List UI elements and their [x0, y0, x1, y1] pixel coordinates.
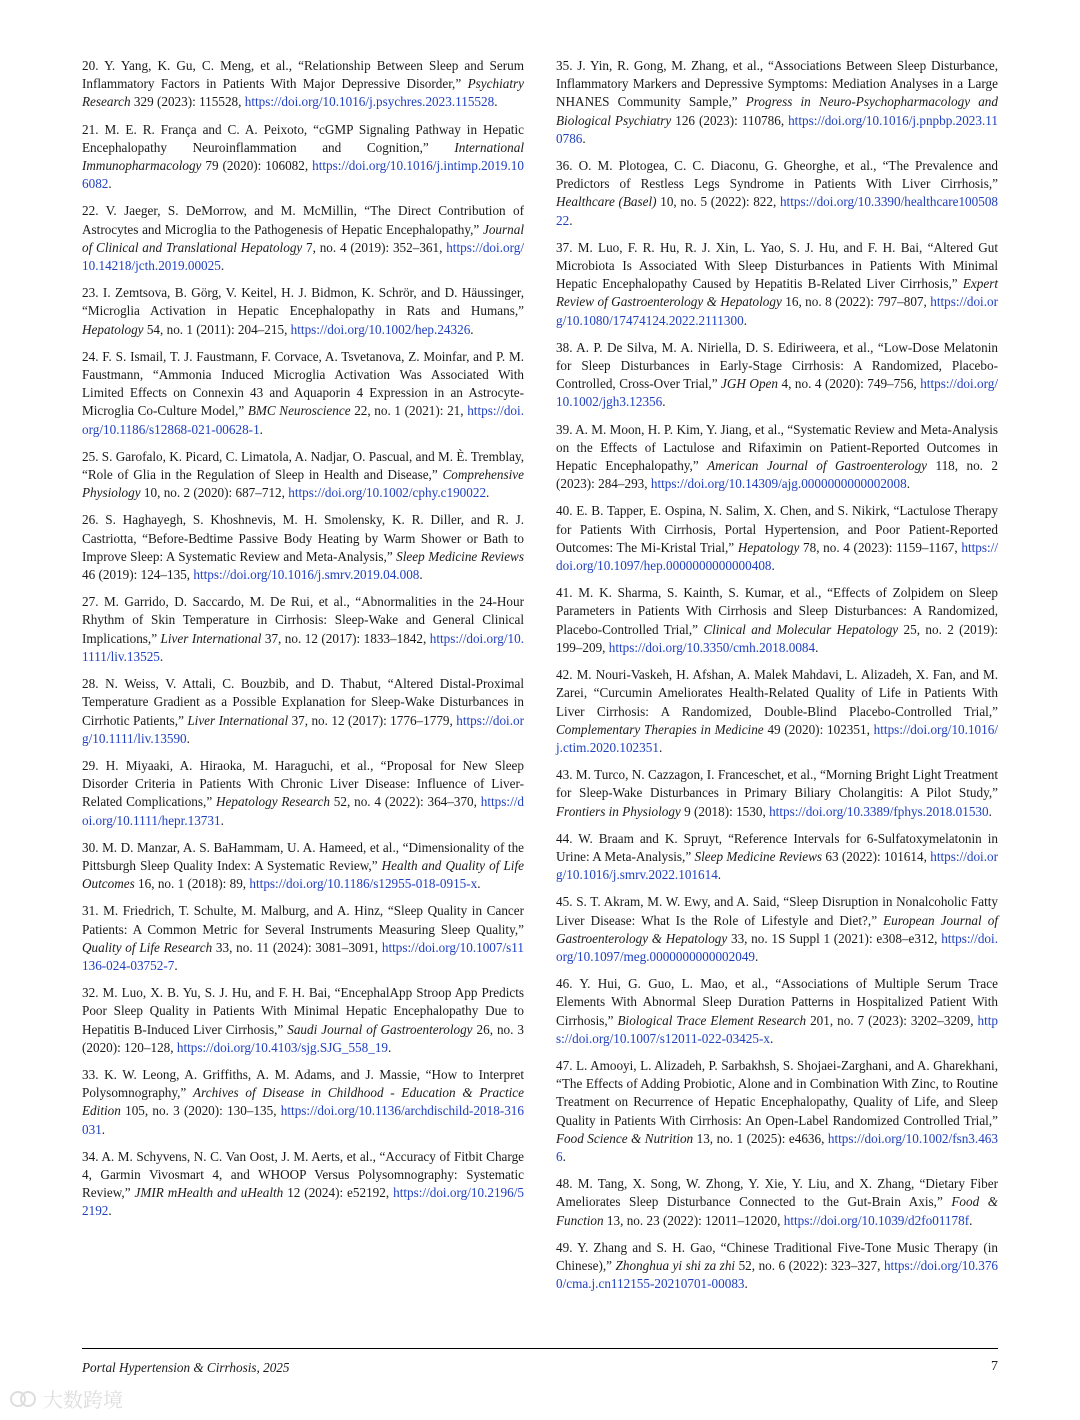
reference-doi-link[interactable]: https://doi.org/10.1002/cphy.c190022	[288, 485, 487, 501]
reference-authors: Y. Hui, G. Guo, L. Mao, et al.,	[579, 976, 776, 992]
reference-authors: A. M. Schyvens, N. C. Van Oost, J. M. Aerts, et al.,	[101, 1148, 380, 1164]
reference-column-right	[556, 57, 998, 1302]
reference-title: “Reference Intervals for 6-Sulfatoxymelatonin in Urine: A Meta-Analysis,”	[556, 830, 998, 864]
reference-end: .	[743, 312, 747, 328]
reference-entry	[82, 202, 524, 275]
reference-doi-link[interactable]: https://doi.org/10.1111/liv.13525	[82, 630, 525, 664]
reference-number: 45.	[556, 894, 573, 910]
reference-journal: European Journal of Gastroenterology & Hepatology	[556, 912, 998, 946]
reference-number: 41.	[556, 585, 573, 601]
reference-journal: Zhonghua yi shi za zhi	[615, 1257, 736, 1273]
reference-end: .	[186, 730, 190, 746]
reference-journal: Clinical and Molecular Hepatology	[703, 621, 899, 637]
reference-journal: Comprehensive Physiology	[82, 467, 524, 501]
reference-details: 13, no. 23 (2022): 12011–12020,	[603, 1212, 784, 1228]
reference-title: “Associations Between Sleep Disturbance, Inflammatory Markers and Depressive Symptoms: Mediation Analyses in a Large NHANES Community Sample,”	[556, 58, 998, 110]
reference-title: “EncephalApp Stroop App Predicts Poor Sleep Quality in Patients With Minimal Hepatic Encephalopathy Due to Hepatitis B-Induced Liver Cirrhosis,”	[82, 985, 525, 1037]
reference-details: 13, no. 1 (2025): e4636,	[693, 1130, 828, 1146]
reference-number: 43.	[556, 767, 573, 783]
reference-details: 16, no. 1 (2018): 89,	[134, 876, 250, 892]
reference-end: .	[159, 648, 164, 664]
reference-entry	[556, 502, 998, 575]
reference-end: .	[470, 321, 474, 337]
reference-details: 201, no. 7 (2023): 3202–3209,	[806, 1012, 978, 1028]
reference-title: “Lactulose Therapy for Patients With Cirrhosis, Portal Hypertension, and Poor Patient-Reported Outcomes: The Mi-Kristal Trial,”	[556, 503, 998, 555]
reference-doi-link[interactable]: https://doi.org/10.1016/j.smrv.2022.101614	[556, 848, 998, 883]
reference-number: 23.	[82, 285, 99, 301]
reference-journal: Progress in Neuro-Psychopharmacology and Biological Psychiatry	[556, 94, 998, 128]
page-number: 7	[991, 1359, 998, 1374]
reference-number: 31.	[82, 903, 99, 919]
reference-number: 26.	[82, 512, 99, 528]
reference-title: “Microglia Activation in Hepatic Encephalopathy in Rats and Humans,”	[82, 303, 524, 319]
reference-details: 33, no. 11 (2024): 3081–3091,	[212, 939, 382, 955]
reference-entry	[556, 239, 998, 330]
reference-number: 48.	[556, 1176, 573, 1192]
reference-entry	[556, 893, 998, 966]
reference-authors: L. Amooyi, L. Alizadeh, P. Sarbakhsh, S. Shojaei-Zarghani, and A. Gharekhani,	[575, 1057, 998, 1073]
reference-details: 54, no. 1 (2011): 204–215,	[143, 321, 291, 337]
reference-doi-link[interactable]: https://doi.org/10.1016/j.ctim.2020.102351	[556, 721, 998, 755]
reference-number: 39.	[556, 421, 573, 437]
reference-entry	[556, 584, 998, 657]
reference-doi-link[interactable]: https://doi.org/10.3390/healthcare10050822	[556, 194, 999, 228]
reference-title: “Morning Bright Light Treatment for Sleep-Wake Disturbances in Primary Biliary Cholangitis: A Pilot Study,”	[556, 767, 998, 801]
reference-details: 46 (2019): 124–135,	[82, 567, 194, 583]
reference-title: “Dietary Fiber Ameliorates Sleep Disturbance Connected to the Gut-Brain Axis,”	[556, 1176, 998, 1210]
reference-entry	[556, 766, 998, 821]
reference-end: .	[658, 739, 663, 755]
reference-title: “Sleep Disruption in Nonalcoholic Fatty Liver Disease: What Is the Role of Lifestyle and Diet?,”	[556, 894, 999, 928]
reference-entry	[556, 1175, 998, 1230]
reference-doi-link[interactable]: https://doi.org/10.1016/j.smrv.2019.04.008	[193, 567, 420, 583]
watermark-logo-icon	[8, 1389, 38, 1409]
reference-doi-link[interactable]: https://doi.org/10.1080/17474124.2022.2111300	[556, 294, 999, 328]
reference-entry	[82, 675, 524, 748]
reference-authors: S. T. Akram, M. W. Ewy, and A. Said,	[576, 894, 784, 910]
reference-entry	[556, 830, 998, 885]
reference-details: 105, no. 3 (2020): 130–135,	[120, 1103, 281, 1119]
reference-journal: Hepatology	[737, 539, 800, 555]
reference-title: “How to Interpret Polysomnography,”	[82, 1066, 524, 1101]
reference-entry	[556, 1239, 998, 1294]
reference-number: 30.	[82, 839, 99, 855]
reference-doi-link[interactable]: https://doi.org/10.1007/s12011-022-03425-x	[556, 1012, 998, 1046]
reference-number: 25.	[82, 448, 99, 464]
reference-authors: S. Garofalo, K. Picard, C. Limatola, A. Nadjar, O. Pascual, and M. È. Tremblay,	[101, 448, 524, 464]
reference-journal: American Journal of Gastroenterology	[707, 458, 928, 474]
reference-entry	[556, 975, 998, 1048]
reference-number: 37.	[556, 239, 573, 255]
reference-title: “Low-Dose Melatonin for Sleep Disturbances in Early-Stage Cirrhosis: A Randomized, Placebo-Controlled, Cross-Over Trial,”	[556, 339, 998, 392]
reference-doi-link[interactable]: https://doi.org/10.1136/archdischild-2018-316031	[82, 1103, 524, 1137]
reference-title: “Dimensionality of the Pittsburgh Sleep Quality Index: A Systematic Review,”	[82, 839, 525, 873]
reference-end: .	[815, 639, 819, 655]
reference-title: “Chinese Traditional Five-Tone Music Therapy (in Chinese),”	[556, 1239, 998, 1273]
watermark-text: 大数跨境	[43, 1388, 123, 1412]
reference-details: 12 (2024): e52192,	[283, 1185, 394, 1201]
reference-number: 44.	[556, 830, 573, 846]
reference-authors: I. Zemtsova, B. Görg, V. Keitel, H. J. Bidmon, K. Schrör, and D. Häussinger,	[102, 285, 524, 301]
reference-end: .	[220, 258, 225, 274]
reference-details: 7, no. 4 (2019): 352–361,	[302, 239, 447, 255]
reference-journal: BMC Neuroscience	[247, 403, 351, 419]
reference-doi-link[interactable]: https://doi.org/10.1186/s12868-021-00628-1	[82, 403, 524, 437]
reference-doi-link[interactable]: https://doi.org/10.1002/jgh3.12356	[556, 376, 998, 410]
reference-end: .	[220, 812, 224, 828]
reference-authors: M. Luo, X. B. Yu, S. J. Hu, and F. H. Bai,	[102, 985, 335, 1001]
reference-title: “Altered Distal-Proximal Temperature Gradient as a Possible Explanation for Sleep-Wake Disturbances in Cirrhotic Patients,”	[82, 676, 525, 728]
reference-details: 37, no. 12 (2017): 1776–1779,	[288, 712, 457, 728]
reference-number: 33.	[82, 1066, 99, 1082]
reference-journal: Liver International	[160, 630, 262, 646]
reference-title: “Relationship Between Sleep and Serum Inflammatory Factors in Patients With Major Depressive Disorder,”	[82, 58, 524, 92]
reference-doi-link[interactable]: https://doi.org/10.3350/cmh.2018.0084	[608, 639, 816, 655]
reference-authors: M. Nouri-Vaskeh, H. Afshan, A. Malek Mahdavi, L. Alizadeh, X. Fan, and M. Zarei,	[556, 667, 999, 701]
reference-end: .	[494, 94, 498, 110]
reference-entry	[82, 1148, 524, 1221]
reference-journal: Archives of Disease in Childhood - Education & Practice Edition	[82, 1085, 525, 1119]
reference-authors: M. E. R. França and C. A. Peixoto,	[104, 121, 314, 137]
reference-doi-link[interactable]: https://doi.org/10.1111/hepr.13731	[82, 794, 524, 828]
reference-entry	[556, 666, 998, 757]
reference-authors: J. Yin, R. Gong, M. Zhang, et al.,	[577, 58, 768, 73]
footer-journal: Portal Hypertension & Cirrhosis, 2025	[82, 1360, 290, 1375]
reference-authors: M. K. Sharma, S. Kainth, S. Kumar, et al.,	[578, 585, 828, 601]
reference-details: 118, no. 2 (2023): 284–293,	[556, 458, 998, 492]
reference-doi-link[interactable]: https://doi.org/10.2196/52192	[82, 1185, 525, 1219]
reference-number: 40.	[556, 503, 573, 519]
reference-end: .	[717, 867, 722, 883]
reference-entry	[556, 339, 998, 412]
reference-details: 4, no. 4 (2020): 749–756,	[778, 376, 921, 392]
reference-end: .	[771, 558, 775, 574]
reference-details: 33, no. 1S Suppl 1 (2021): e308–e312,	[727, 930, 942, 946]
reference-details: 16, no. 8 (2022): 797–807,	[781, 294, 931, 310]
reference-number: 49.	[556, 1239, 573, 1255]
reference-doi-link[interactable]: https://doi.org/10.3760/cma.j.cn112155-20210701-00083	[556, 1257, 999, 1292]
reference-entry	[556, 1057, 998, 1166]
footer-divider	[82, 1348, 998, 1349]
reference-doi-link[interactable]: https://doi.org/10.14218/jcth.2019.00025	[82, 239, 524, 274]
reference-details: 126 (2023): 110786,	[671, 112, 789, 128]
reference-end: .	[419, 567, 423, 583]
reference-doi-link[interactable]: https://doi.org/10.1016/j.intimp.2019.106082	[82, 158, 524, 192]
reference-authors: M. Luo, F. R. Hu, R. J. Xin, L. Yao, S. J. Hu, and F. H. Bai,	[577, 239, 928, 255]
reference-doi-link[interactable]: https://doi.org/10.1016/j.pnpbp.2023.110786	[556, 112, 998, 146]
reference-authors: M. D. Manzar, A. S. BaHammam, U. A. Hameed, et al.,	[102, 839, 403, 855]
reference-end: .	[108, 1203, 112, 1219]
reference-entry	[556, 157, 998, 230]
reference-number: 47.	[556, 1057, 573, 1073]
reference-details: 329 (2023): 115528,	[130, 94, 245, 110]
reference-title: “Effects of Zolpidem on Sleep Parameters in Patients With Cirrhosis and Sleep Disturbances: A Randomized, Placebo-Controlled Trial,”	[556, 585, 998, 637]
watermark	[8, 1384, 123, 1413]
reference-details: 9 (2018): 1530,	[680, 803, 770, 819]
reference-journal: Hepatology	[82, 321, 144, 337]
reference-entry	[82, 902, 524, 975]
reference-title: “Accuracy of Fitbit Charge 4, Garmin Vivosmart 4, and WHOOP Versus Polysomnography: Systematic Review,”	[82, 1148, 525, 1201]
reference-details: 52, no. 4 (2022): 364–370,	[329, 794, 481, 810]
reference-authors: O. M. Plotogea, C. C. Diaconu, G. Gheorghe, et al.,	[578, 158, 883, 174]
reference-number: 27.	[82, 594, 99, 610]
reference-number: 22.	[82, 203, 99, 219]
reference-number: 24.	[82, 348, 99, 364]
reference-number: 21.	[82, 121, 99, 137]
reference-end: .	[174, 957, 178, 973]
reference-details: 49 (2020): 102351,	[763, 721, 874, 737]
reference-authors: Y. Zhang and S. H. Gao,	[577, 1239, 721, 1255]
reference-details: 52, no. 6 (2022): 323–327,	[735, 1257, 884, 1273]
reference-title: “Role of Glia in the Regulation of Sleep in Health and Disease,”	[82, 467, 443, 483]
reference-doi-link[interactable]: https://doi.org/10.3389/fphys.2018.01530	[769, 803, 989, 819]
reference-doi-link[interactable]: https://doi.org/10.1111/liv.13590	[82, 712, 524, 746]
reference-title: “The Prevalence and Predictors of Restless Legs Syndrome in Patients With Liver Cirrhosis,”	[556, 158, 999, 192]
reference-authors: N. Weiss, V. Attali, C. Bouzbib, and D. Thabut,	[105, 676, 388, 692]
reference-title: “Proposal for New Sleep Disorder Criteria in Patients With Chronic Liver Disease: Influence of Liver-Related Complications,”	[82, 757, 525, 810]
reference-authors: V. Jaeger, S. DeMorrow, and M. McMillin,	[105, 203, 365, 219]
reference-doi-link[interactable]: https://doi.org/10.1097/hep.0000000000000408	[556, 539, 999, 574]
reference-journal: Journal of Clinical and Translational Hepatology	[82, 221, 524, 255]
reference-journal: Saudi Journal of Gastroenterology	[287, 1021, 473, 1037]
reference-title: “Abnormalities in the 24-Hour Rhythm of Skin Temperature in Cirrhosis: Sleep-Wake and General Clinical Implications,”	[82, 594, 525, 646]
reference-journal: International Immunopharmacology	[82, 139, 524, 174]
reference-doi-link[interactable]: https://doi.org/10.4103/sjg.SJG_558_19	[176, 1039, 389, 1055]
reference-entry	[82, 757, 524, 830]
reference-entry	[82, 1066, 524, 1139]
reference-details: 37, no. 12 (2017): 1833–1842,	[261, 630, 430, 646]
reference-entry	[82, 57, 524, 112]
reference-entry	[82, 593, 524, 666]
reference-doi-link[interactable]: https://doi.org/10.1007/s11136-024-03752-7	[82, 939, 524, 973]
reference-authors: S. Haghayegh, S. Khoshnevis, M. H. Smolensky, K. R. Diller, and R. J. Castriotta,	[82, 512, 525, 546]
reference-details: 26, no. 3 (2020): 120–128,	[82, 1021, 525, 1055]
reference-authors: M. Friedrich, T. Schulte, M. Malburg, and A. Hinz,	[103, 903, 388, 919]
reference-journal: Quality of Life Research	[82, 939, 213, 955]
reference-journal: Biological Trace Element Research	[617, 1012, 807, 1028]
reference-end: .	[988, 803, 992, 819]
reference-doi-link[interactable]: https://doi.org/10.1002/fsn3.4636	[556, 1130, 998, 1164]
reference-authors: E. B. Tapper, E. Ospina, N. Salim, X. Chen, and S. Nikirk,	[576, 503, 894, 519]
reference-end: .	[662, 394, 666, 410]
reference-details: 78, no. 4 (2023): 1159–1167,	[799, 539, 962, 555]
reference-authors: M. Tang, X. Song, W. Zhong, Y. Xie, Y. Liu, and X. Zhang,	[577, 1176, 920, 1192]
reference-number: 36.	[556, 158, 573, 174]
reference-journal: Health and Quality of Life Outcomes	[82, 857, 524, 892]
reference-authors: H. Miyaaki, A. Hiraoka, M. Haraguchi, et al.,	[105, 757, 381, 773]
reference-number: 20.	[82, 58, 99, 73]
reference-authors: M. Turco, N. Cazzagon, I. Franceschet, et al.,	[575, 767, 820, 783]
reference-entry	[82, 284, 524, 339]
reference-end: .	[969, 1212, 973, 1228]
reference-authors: W. Braam and K. Spruyt,	[578, 830, 729, 846]
reference-doi-link[interactable]: https://doi.org/10.1097/meg.0000000000002049	[556, 930, 998, 964]
reference-entry	[82, 984, 524, 1057]
reference-doi-link[interactable]: https://doi.org/10.14309/ajg.0000000000002008	[650, 476, 907, 492]
reference-title: “Systematic Review and Meta-Analysis on the Effects of Lactulose and Rifaximin on Patient-Reported Outcomes in Hepatic Encephalopathy,”	[556, 421, 998, 474]
reference-number: 28.	[82, 676, 99, 692]
reference-journal: Liver International	[187, 712, 289, 728]
reference-doi-link[interactable]: https://doi.org/10.1186/s12955-018-0915-x	[249, 876, 478, 892]
reference-column-left	[82, 57, 524, 1230]
reference-details: 10, no. 5 (2022): 822,	[656, 194, 780, 210]
reference-journal: JMIR mHealth and uHealth	[134, 1185, 284, 1201]
reference-end: .	[755, 948, 759, 964]
reference-number: 42.	[556, 667, 573, 683]
reference-entry	[82, 511, 524, 584]
reference-entry	[556, 57, 998, 148]
reference-authors: F. S. Ismail, T. J. Faustmann, F. Corvace, A. Tsvetanova, Z. Moinfar, and P. M. Faustmann,	[82, 348, 524, 383]
reference-title: “Altered Gut Microbiota Is Associated With Sleep Disturbances in Patients With Minimal Hepatic Encephalopathy Caused by Hepatitis B-Related Liver Cirrhosis,”	[556, 239, 998, 292]
reference-end: .	[108, 176, 112, 192]
reference-end: .	[562, 1148, 566, 1164]
reference-end: .	[388, 1039, 392, 1055]
reference-end: .	[769, 1030, 774, 1046]
reference-entry	[82, 121, 524, 194]
reference-title: “Sleep Quality in Cancer Patients: A Common Metric for Several Instruments Measuring Sleep Quality,”	[82, 903, 525, 937]
reference-journal: Food Science & Nutrition	[556, 1130, 694, 1146]
reference-title: “The Direct Contribution of Astrocytes and Microglia to the Pathogenesis of Hepatic Encephalopathy,”	[82, 203, 524, 237]
reference-journal: Sleep Medicine Reviews	[694, 848, 823, 864]
reference-authors: K. W. Leong, A. Griffiths, A. M. Adams, and J. Massie,	[104, 1066, 426, 1082]
reference-number: 35.	[556, 58, 573, 73]
reference-doi-link[interactable]: https://doi.org/10.1016/j.psychres.2023.115528	[244, 94, 495, 110]
reference-journal: Sleep Medicine Reviews	[396, 548, 524, 564]
reference-journal: Psychiatry Research	[82, 76, 524, 110]
reference-number: 32.	[82, 985, 99, 1001]
reference-end: .	[569, 212, 573, 228]
reference-journal: JGH Open	[721, 376, 779, 392]
reference-title: “The Effects of Adding Probiotic, Alone and in Combination With Zinc, to Routine Treatment on Recurrence of Hepatic Encephalopathy, Quality of Life, and Sleep Quality in Patients With Cirrhosis: An Open-Label Randomized Controlled Trial,”	[556, 1076, 998, 1128]
reference-details: 79 (2020): 106082,	[201, 158, 313, 174]
reference-end: .	[744, 1276, 748, 1292]
reference-title: “Curcumin Ameliorates Health-Related Quality of Life in Patients With Liver Cirrhosis: A Randomized, Double-Blind Placebo-Controlled Trial,”	[556, 685, 998, 719]
reference-authors: A. M. Moon, H. P. Kim, Y. Jiang, et al.,	[575, 421, 788, 437]
reference-details: 22, no. 1 (2021): 21,	[350, 403, 468, 419]
reference-end: .	[259, 421, 263, 437]
reference-title: “cGMP Signaling Pathway in Hepatic Encephalopathy Neuroinflammation and Cognition,”	[82, 121, 524, 155]
reference-entry	[82, 839, 524, 894]
reference-details: 63 (2022): 101614,	[822, 848, 931, 864]
reference-details: 10, no. 2 (2020): 687–712,	[140, 485, 289, 501]
reference-authors: M. Garrido, D. Saccardo, M. De Rui, et al.,	[103, 594, 356, 610]
reference-entry	[82, 448, 524, 503]
reference-journal: Healthcare (Basel)	[556, 194, 657, 210]
reference-number: 29.	[82, 757, 99, 773]
reference-title: “Associations of Multiple Serum Trace Elements With Abnormal Sleep Duration Patterns in Hospitalized Patient With Cirrhosis,”	[556, 976, 998, 1028]
reference-entry	[82, 348, 524, 439]
reference-doi-link[interactable]: https://doi.org/10.1039/d2fo01178f	[783, 1212, 970, 1228]
reference-end: .	[582, 130, 586, 146]
reference-number: 38.	[556, 339, 573, 355]
reference-number: 34.	[82, 1148, 99, 1164]
reference-journal: Complementary Therapies in Medicine	[556, 721, 764, 737]
reference-journal: Food & Function	[556, 1194, 998, 1228]
reference-title: “Ammonia Induced Microglia Activation Was Associated With Limited Effects on Connexin 43 and Aquaporin 4 Expression in an Astrocyte-Microglia Co-Culture Model,”	[82, 367, 524, 419]
reference-number: 46.	[556, 976, 573, 992]
reference-journal: Hepatology Research	[216, 794, 330, 810]
reference-entry	[556, 421, 998, 494]
reference-authors: A. P. De Silva, M. A. Niriella, D. S. Ediriweera, et al.,	[576, 339, 878, 355]
reference-title: “Before-Bedtime Passive Body Heating by Warm Shower or Bath to Improve Sleep: A Systematic Review and Meta-Analysis,”	[82, 530, 524, 564]
reference-end: .	[477, 876, 481, 892]
reference-details: 25, no. 2 (2019): 199–209,	[556, 621, 999, 655]
reference-authors: Y. Yang, K. Gu, C. Meng, et al.,	[104, 58, 299, 73]
reference-journal: Expert Review of Gastroenterology & Hepatology	[556, 276, 998, 310]
reference-end: .	[101, 1121, 106, 1137]
reference-end: .	[906, 476, 910, 492]
reference-doi-link[interactable]: https://doi.org/10.1002/hep.24326	[290, 321, 471, 337]
reference-end: .	[486, 485, 490, 501]
reference-journal: Frontiers in Physiology	[556, 803, 681, 819]
